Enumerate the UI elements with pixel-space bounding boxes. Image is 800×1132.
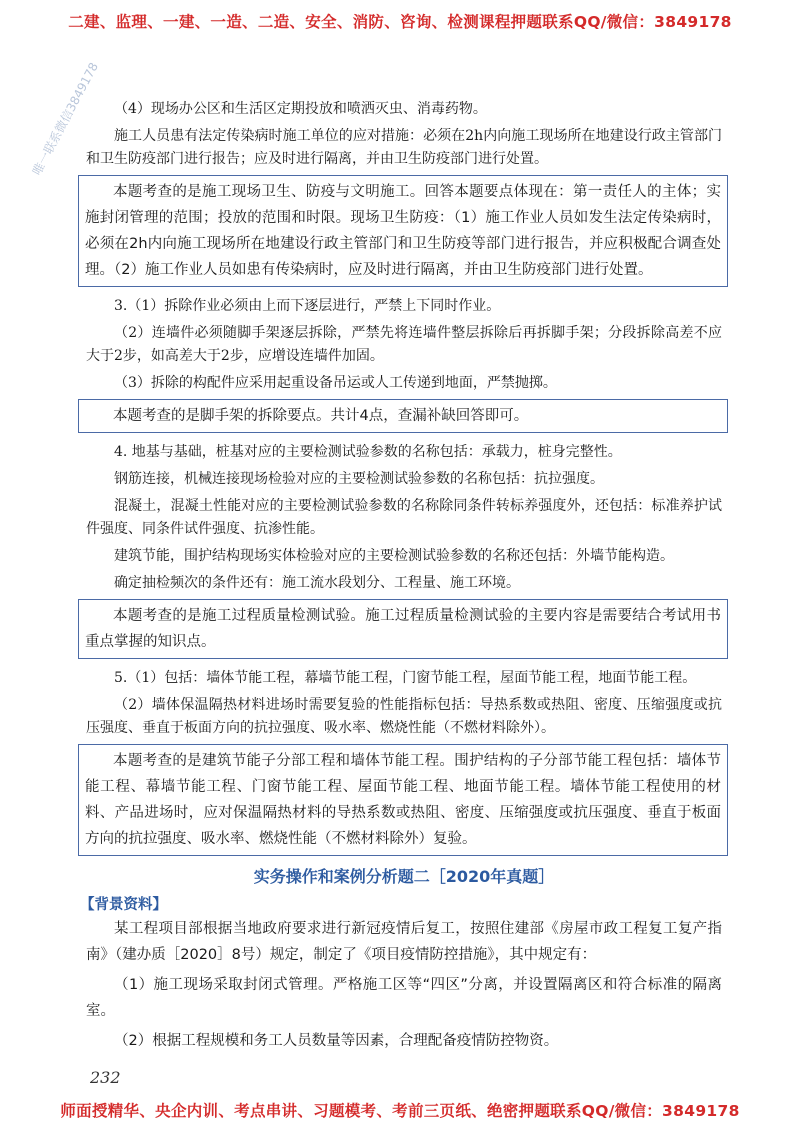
header-banner: 二建、监理、一建、一造、二造、安全、消防、咨询、检测课程押题联系QQ/微信：3849178 — [68, 13, 732, 31]
section-title: 实务操作和案例分析题二［2020年真题］ — [253, 867, 555, 886]
paragraph: 施工人员患有法定传染病时施工单位的应对措施：必须在2h内向施工现场所在地建设行政主管部门和卫生防疫部门进行报告；应及时进行隔离，并由卫生防疫部门进行处置。 — [86, 128, 722, 167]
paragraph: 4. 地基与基础，桩基对应的主要检测试验参数的名称包括：承载力，桩身完整性。 — [114, 444, 622, 460]
paragraph: （4）现场办公区和生活区定期投放和喷洒灭虫、消毒药物。 — [114, 101, 487, 117]
paragraph: 钢筋连接，机械连接现场检验对应的主要检测试验参数的名称包括：抗拉强度。 — [114, 471, 604, 487]
analysis-box — [78, 399, 728, 433]
paragraph: （2）根据工程规模和务工人员数量等因素，合理配备疫情防控物资。 — [114, 1033, 559, 1049]
analysis-text: 本题考查的是施工过程质量检测试验。施工过程质量检测试验的主要内容是需要结合考试用书重点掌握的知识点。 — [85, 608, 721, 650]
analysis-text: 本题考查的是施工现场卫生、防疫与文明施工。回答本题要点体现在：第一责任人的主体；实施封闭管理的范围；投放的范围和时限。现场卫生防疫：（1）施工作业人员如发生法定传染病时，必须在2h内向施工现场所在地建设行政主管部门和卫生防疫等部门进行报告，并应积极配合调查处理。（2）施工作业人员如患有传染病时，应及时进行隔离，并由卫生防疫部门进行处置。 — [85, 184, 721, 278]
analysis-text: 本题考查的是建筑节能子分部工程和墙体节能工程。围护结构的子分部节能工程包括：墙体节能工程、幕墙节能工程、门窗节能工程、屋面节能工程、地面节能工程。墙体节能工程使用的材料、产品进场时，应对保温隔热材料的导热系数或热阻、密度、压缩强度或抗压强度、垂直于板面方向的抗拉强度、吸水率、燃烧性能（不燃材料除外）复验。 — [85, 753, 721, 847]
page-content — [80, 98, 722, 1058]
analysis-text: 本题考查的是脚手架的拆除要点。共计4点，查漏补缺回答即可。 — [113, 408, 529, 424]
analysis-box — [78, 744, 728, 856]
paragraph: 建筑节能，围护结构现场实体检验对应的主要检测试验参数的名称还包括：外墙节能构造。 — [114, 548, 674, 564]
footer-banner: 师面授精华、央企内训、考点串讲、习题模考、考前三页纸、绝密押题联系QQ/微信：3849178 — [60, 1102, 740, 1120]
paragraph: （2）连墙件必须随脚手架逐层拆除，严禁先将连墙件整层拆除后再拆脚手架；分段拆除高差不应大于2步，如高差大于2步，应增设连墙件加固。 — [86, 325, 722, 364]
analysis-box — [78, 599, 728, 659]
paragraph: 混凝土，混凝土性能对应的主要检测试验参数的名称除同条件转标养强度外，还包括：标准养护试件强度、同条件试件强度、抗渗性能。 — [86, 498, 722, 537]
analysis-box — [78, 175, 728, 287]
page-number: 232 — [90, 1068, 121, 1087]
paragraph: 3.（1）拆除作业必须由上而下逐层进行，严禁上下同时作业。 — [114, 298, 501, 314]
watermark: 唯一联系微信3849178 — [29, 60, 102, 178]
paragraph: 某工程项目部根据当地政府要求进行新冠疫情后复工，按照住建部《房屋市政工程复工复产指南》（建办质［2020］8号）规定，制定了《项目疫情防控措施》，其中规定有： — [86, 921, 722, 963]
paragraph: 5.（1）包括：墙体节能工程，幕墙节能工程，门窗节能工程，屋面节能工程，地面节能工程。 — [114, 670, 697, 686]
paragraph: （3）拆除的构配件应采用起重设备吊运或人工传递到地面，严禁抛掷。 — [114, 375, 557, 391]
paragraph: 确定抽检频次的条件还有：施工流水段划分、工程量、施工环境。 — [114, 575, 520, 591]
paragraph: （1）施工现场采取封闭式管理。严格施工区等“四区”分离，并设置隔离区和符合标准的隔离室。 — [86, 977, 722, 1019]
background-label: 【背景资料】 — [80, 897, 167, 913]
paragraph: （2）墙体保温隔热材料进场时需要复验的性能指标包括：导热系数或热阻、密度、压缩强度或抗压强度、垂直于板面方向的抗拉强度、吸水率、燃烧性能（不燃材料除外）。 — [86, 697, 722, 736]
